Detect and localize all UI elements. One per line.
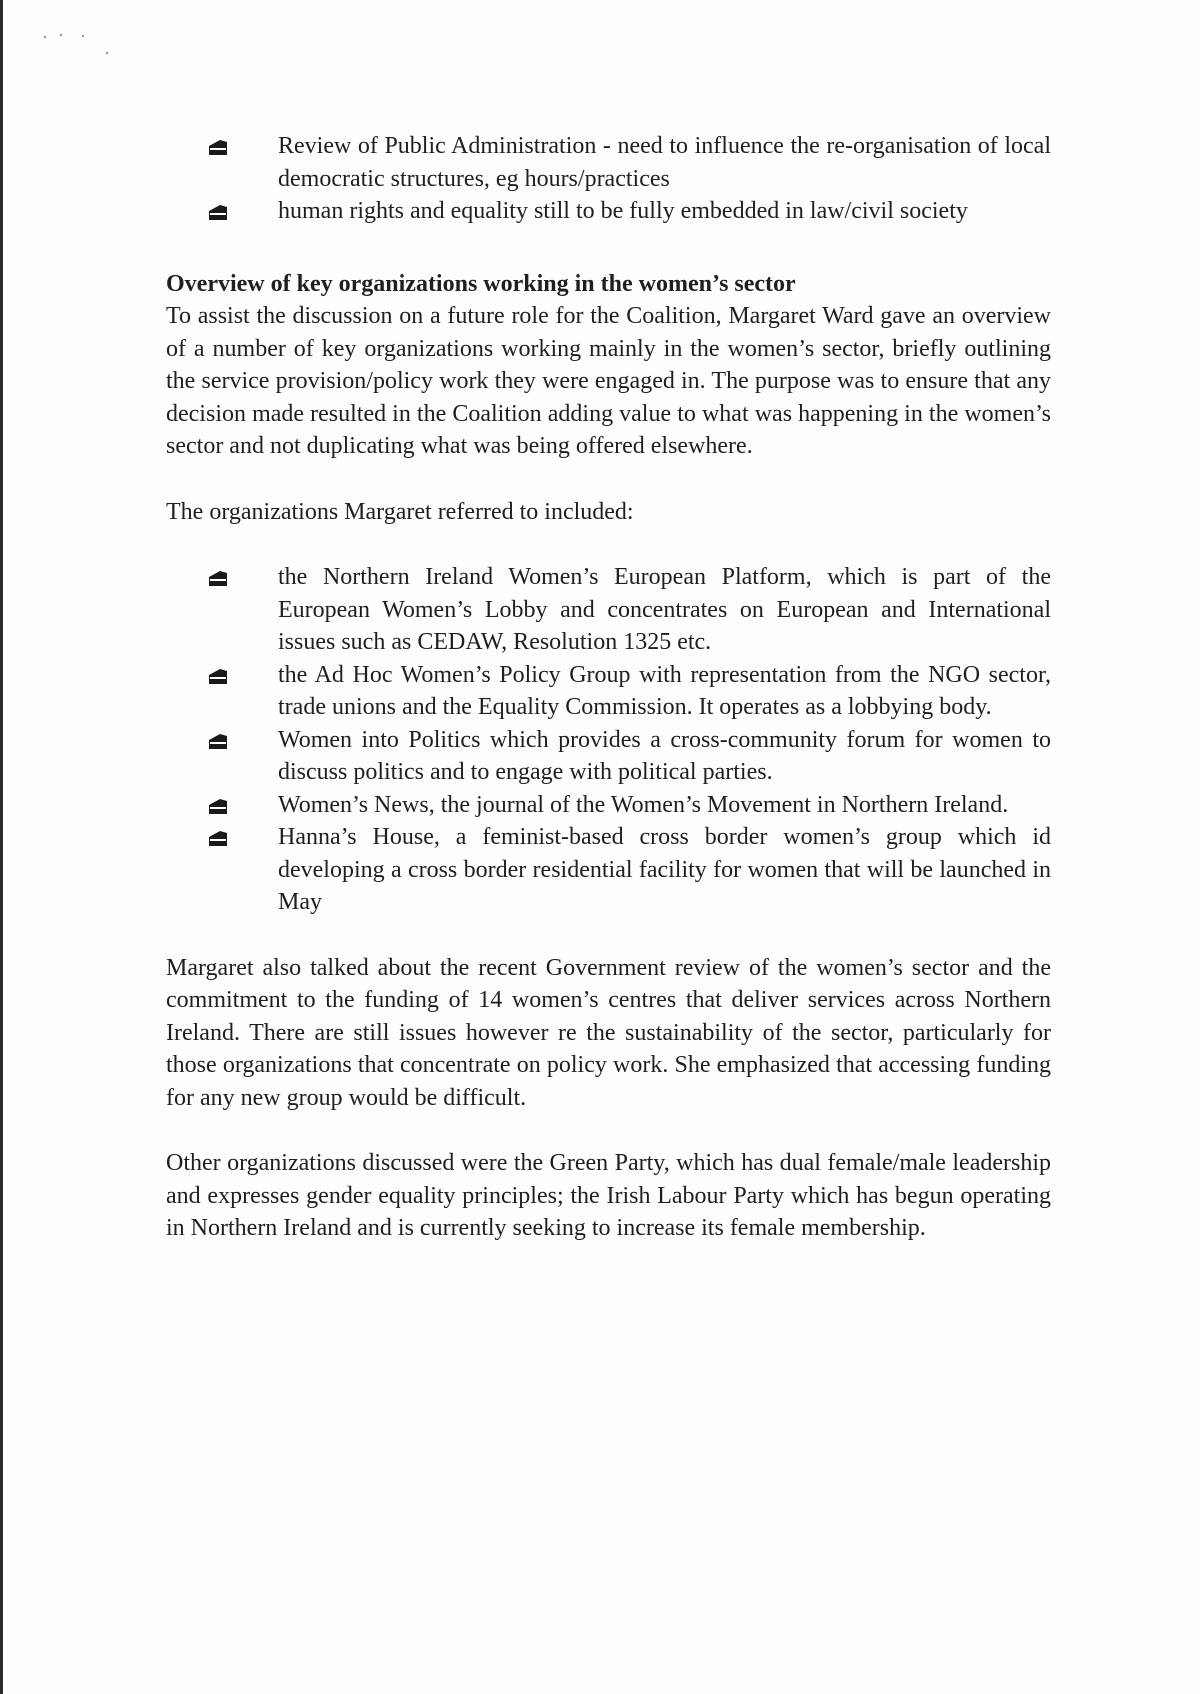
list-item-text: Women into Politics which provides a cross-community forum for women to discuss politics and to engage with political parties. [278, 726, 1051, 785]
list-item [166, 130, 1051, 195]
list-item [166, 789, 1051, 822]
list-item-text: human rights and equality still to be fully embedded in law/civil society [278, 198, 968, 224]
section-heading: Overview of key organizations working in the women’s sector [166, 270, 796, 297]
list-item-text: Hanna’s House, a feminist-based cross border women’s group which id developing a cross border residential facility for women that will be launched in May [278, 824, 1051, 915]
list-item-text: the Ad Hoc Women’s Policy Group with representation from the NGO sector, trade unions and the Equality Commission. It operates as a lobbying body. [278, 661, 1051, 720]
organizations-list [166, 561, 1051, 919]
list-item [166, 195, 1051, 228]
scan-speck [106, 52, 108, 54]
list-item [166, 724, 1051, 789]
list-item [166, 561, 1051, 659]
pointing-hand-icon [166, 561, 278, 588]
list-item-text: Review of Public Administration - need to influence the re-organisation of local democratic structures, eg hours/practices [278, 133, 1051, 192]
pointing-hand-icon [166, 659, 278, 686]
scan-speck [82, 35, 84, 37]
pointing-hand-icon [166, 130, 278, 157]
document-body [166, 130, 1051, 1245]
other-organizations-paragraph: Other organizations discussed were the Green Party, which has dual female/male leadership and expresses gender equality principles; the Irish Labour Party which has begun operating in Northern Ireland and is currently seeking to increase its female membership. [166, 1150, 1051, 1241]
top-bullet-list [166, 130, 1051, 228]
pointing-hand-icon [166, 195, 278, 222]
pointing-hand-icon [166, 821, 278, 848]
scan-edge [0, 0, 3, 1694]
review-paragraph: Margaret also talked about the recent Government review of the women’s sector and the commitment to the funding of 14 women’s centres that deliver services across Northern Ireland. There are still issues however re the sustainability of the sector, particularly for those organizations that concentrate on policy work. She emphasized that accessing funding for any new group would be difficult. [166, 954, 1051, 1111]
pointing-hand-icon [166, 789, 278, 816]
pointing-hand-icon [166, 724, 278, 751]
list-item-text: Women’s News, the journal of the Women’s Movement in Northern Ireland. [278, 791, 1009, 818]
list-item [166, 659, 1051, 724]
orgs-lead-paragraph: The organizations Margaret referred to included: [166, 498, 634, 525]
intro-paragraph: To assist the discussion on a future role for the Coalition, Margaret Ward gave an overview of a number of key organizations working mainly in the women’s sector, briefly outlining the service provision/policy work they were engaged in. The purpose was to ensure that any decision made resulted in the Coalition adding value to what was happening in the women’s sector and not duplicating what was being offered elsewhere. [166, 303, 1051, 459]
scan-speck [44, 36, 46, 38]
list-item-text: the Northern Ireland Women’s European Platform, which is part of the European Women’s Lobby and concentrates on European and International issues such as CEDAW, Resolution 1325 etc. [278, 564, 1051, 655]
list-item [166, 821, 1051, 919]
scan-speck [60, 34, 62, 36]
